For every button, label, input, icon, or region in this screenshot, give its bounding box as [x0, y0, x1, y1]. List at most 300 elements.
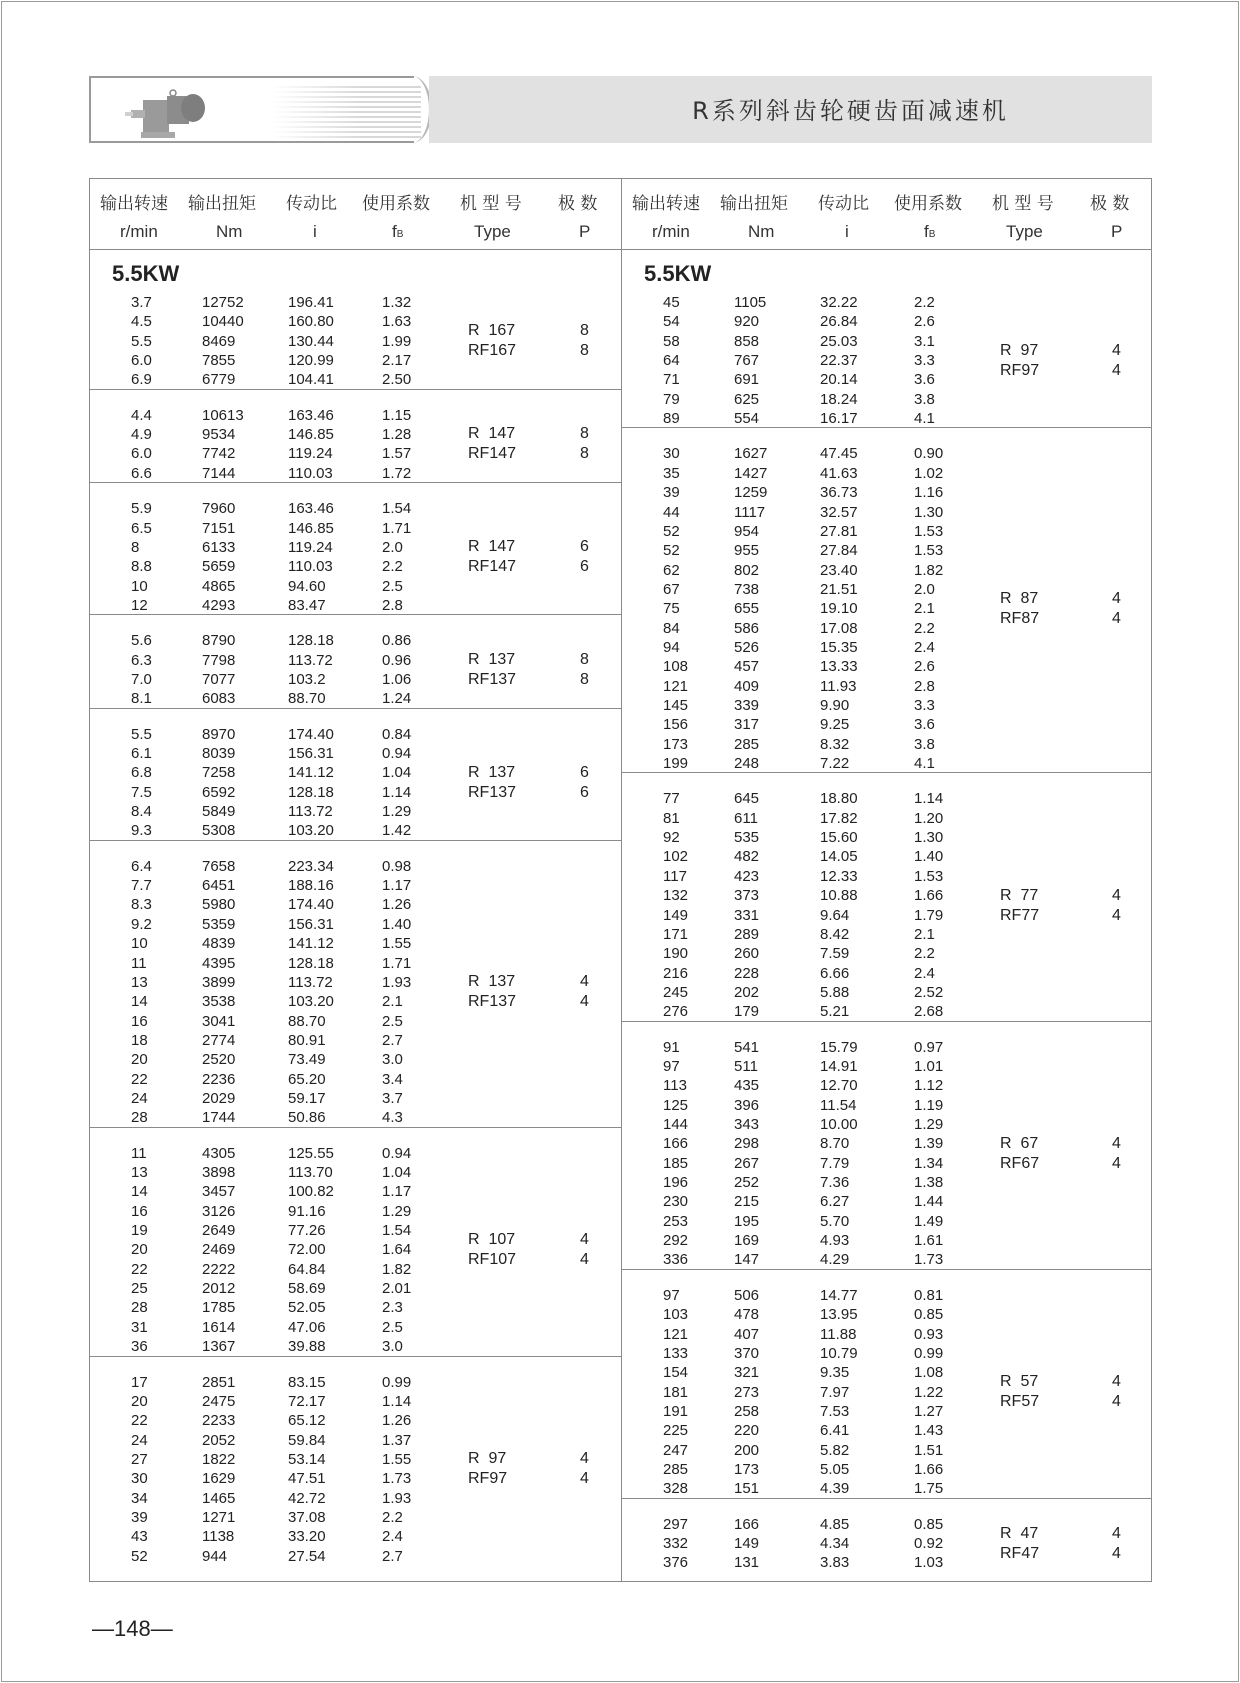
- service-factor-cell: 1.20: [914, 809, 944, 827]
- ratio-cell: 13.95: [820, 1306, 858, 1324]
- service-factor-cell: 1.28: [382, 426, 412, 444]
- torque-cell: 1138: [202, 1528, 235, 1546]
- ratio-cell: 163.46: [288, 500, 334, 518]
- service-factor-cell: 2.2: [914, 619, 935, 637]
- ratio-cell: 146.85: [288, 426, 334, 444]
- ratio-cell: 156.31: [288, 915, 334, 933]
- torque-cell: 1271: [202, 1508, 236, 1526]
- speed-cell: 22: [131, 1412, 148, 1430]
- torque-cell: 478: [734, 1306, 760, 1324]
- ratio-cell: 16.17: [820, 410, 858, 428]
- group-divider: [90, 708, 621, 709]
- service-factor-cell: 1.99: [382, 332, 412, 350]
- speed-cell: 19: [131, 1222, 148, 1240]
- ratio-cell: 73.49: [288, 1051, 326, 1069]
- header-pole-cn: 极 数: [1090, 194, 1130, 214]
- ratio-cell: 27.54: [288, 1547, 326, 1565]
- torque-cell: 8469: [202, 332, 236, 350]
- pole-count: 8: [580, 650, 589, 668]
- model-type: R 137: [468, 650, 516, 668]
- speed-cell: 30: [663, 445, 680, 463]
- torque-cell: 173: [734, 1460, 760, 1478]
- service-factor-cell: 1.57: [382, 445, 412, 463]
- speed-cell: 24: [131, 1089, 148, 1107]
- service-factor-cell: 2.4: [914, 638, 935, 656]
- torque-cell: 195: [734, 1212, 760, 1230]
- speed-cell: 17: [131, 1373, 148, 1391]
- ratio-cell: 88.70: [288, 690, 326, 708]
- speed-cell: 7.7: [131, 877, 152, 895]
- speed-cell: 64: [663, 352, 680, 370]
- service-factor-cell: 2.7: [382, 1547, 403, 1565]
- left-table-half: [90, 179, 621, 1581]
- ratio-cell: 11.54: [820, 1096, 857, 1114]
- speed-cell: 196: [663, 1174, 689, 1192]
- ratio-cell: 11.88: [820, 1325, 857, 1343]
- speed-cell: 62: [663, 561, 680, 579]
- speed-cell: 108: [663, 658, 689, 676]
- service-factor-cell: 3.7: [382, 1089, 403, 1107]
- service-factor-cell: 1.79: [914, 906, 944, 924]
- torque-cell: 7658: [202, 857, 236, 875]
- model-type: R 57: [1000, 1373, 1039, 1391]
- ratio-cell: 14.77: [820, 1286, 858, 1304]
- ratio-cell: 23.40: [820, 561, 858, 579]
- ratio-cell: 103.2: [288, 670, 326, 688]
- torque-cell: 541: [734, 1038, 760, 1056]
- speed-cell: 103: [663, 1306, 689, 1324]
- torque-cell: 7742: [202, 445, 236, 463]
- service-factor-cell: 1.38: [914, 1174, 944, 1192]
- speed-cell: 89: [663, 410, 680, 428]
- speed-cell: 22: [131, 1070, 148, 1088]
- group-divider: [90, 614, 621, 615]
- service-factor-cell: 1.54: [382, 500, 412, 518]
- service-factor-cell: 2.50: [382, 371, 412, 389]
- ratio-cell: 188.16: [288, 877, 334, 895]
- ratio-cell: 10.00: [820, 1116, 858, 1133]
- torque-cell: 1105: [734, 294, 767, 311]
- fb-letter: f: [392, 222, 397, 241]
- torque-cell: 131: [734, 1554, 760, 1572]
- pole-count: 4: [580, 973, 589, 991]
- ratio-cell: 128.18: [288, 954, 334, 972]
- speed-cell: 133: [663, 1344, 689, 1362]
- gear-reducer-icon: [121, 86, 221, 140]
- model-type: R 137: [468, 973, 516, 991]
- service-factor-cell: 1.19: [914, 1096, 944, 1114]
- ratio-cell: 50.86: [288, 1109, 326, 1127]
- group-divider: [90, 1356, 621, 1357]
- service-factor-cell: 1.26: [382, 1412, 412, 1430]
- model-type: RF147: [468, 445, 517, 463]
- pole-count: 6: [580, 538, 589, 556]
- service-factor-cell: 1.39: [914, 1135, 944, 1153]
- header-fb-unit: [392, 222, 403, 242]
- service-factor-cell: 0.94: [382, 1144, 412, 1162]
- speed-cell: 10: [131, 577, 148, 595]
- service-factor-cell: 1.82: [382, 1260, 412, 1278]
- ratio-cell: 8.42: [820, 925, 850, 943]
- torque-cell: 8790: [202, 632, 236, 650]
- pole-count: 4: [580, 993, 589, 1011]
- header-speed-unit: r/min: [120, 222, 158, 241]
- banner-image-panel: [89, 76, 414, 143]
- service-factor-cell: 1.15: [382, 406, 412, 424]
- torque-cell: 6083: [202, 690, 236, 708]
- speed-cell: 4.5: [131, 313, 152, 331]
- service-factor-cell: 1.53: [914, 867, 944, 885]
- torque-cell: 8039: [202, 745, 236, 762]
- model-type: RF137: [468, 670, 517, 688]
- power-label: 5.5KW: [112, 261, 180, 286]
- header-type-unit: Type: [1006, 222, 1043, 241]
- pole-count: 4: [1112, 1154, 1121, 1172]
- speed-cell: 7.0: [131, 670, 152, 688]
- ratio-cell: 113.72: [288, 651, 333, 669]
- torque-cell: 373: [734, 887, 760, 905]
- pole-count: 4: [580, 1450, 589, 1468]
- ratio-cell: 103.20: [288, 822, 334, 840]
- ratio-cell: 110.03: [288, 464, 333, 482]
- ratio-cell: 32.57: [820, 503, 858, 521]
- torque-cell: 457: [734, 658, 760, 676]
- torque-cell: 3126: [202, 1202, 236, 1220]
- torque-cell: 5659: [202, 558, 236, 576]
- service-factor-cell: 4.1: [914, 755, 935, 773]
- speed-cell: 75: [663, 600, 680, 618]
- ratio-cell: 14.91: [820, 1057, 858, 1075]
- torque-cell: 2851: [202, 1373, 236, 1391]
- ratio-cell: 113.72: [288, 803, 333, 821]
- service-factor-cell: 0.92: [914, 1535, 944, 1552]
- speed-cell: 173: [663, 735, 689, 753]
- ratio-cell: 10.88: [820, 887, 858, 905]
- ratio-cell: 160.80: [288, 313, 334, 331]
- pole-count: 8: [580, 425, 589, 443]
- torque-cell: 7144: [202, 464, 236, 482]
- service-factor-cell: 2.5: [382, 1012, 403, 1030]
- torque-cell: 6779: [202, 371, 236, 389]
- torque-cell: 4839: [202, 935, 236, 953]
- ratio-cell: 53.14: [288, 1450, 326, 1468]
- torque-cell: 2012: [202, 1280, 236, 1298]
- ratio-cell: 5.82: [820, 1441, 850, 1459]
- speed-cell: 145: [663, 697, 689, 714]
- speed-cell: 6.1: [131, 745, 152, 762]
- service-factor-cell: 1.06: [382, 670, 412, 688]
- torque-cell: 3899: [202, 973, 236, 991]
- model-type: RF147: [468, 558, 517, 576]
- service-factor-cell: 0.86: [382, 632, 412, 650]
- model-type: RF137: [468, 993, 517, 1011]
- speed-cell: 39: [131, 1508, 148, 1526]
- pole-count: 4: [1112, 1524, 1121, 1542]
- ratio-cell: 27.81: [820, 522, 858, 540]
- service-factor-cell: 2.2: [382, 558, 403, 576]
- service-factor-cell: 2.5: [382, 1318, 403, 1336]
- model-type: R 107: [468, 1231, 516, 1249]
- ratio-cell: 65.20: [288, 1070, 326, 1088]
- torque-cell: 2520: [202, 1051, 236, 1069]
- ratio-cell: 110.03: [288, 558, 333, 576]
- speed-cell: 6.5: [131, 519, 152, 537]
- torque-cell: 738: [734, 580, 760, 598]
- speed-cell: 28: [131, 1109, 148, 1127]
- torque-cell: 9534: [202, 426, 236, 444]
- service-factor-cell: 0.81: [914, 1286, 944, 1304]
- header-ratio-cn: 传动比: [286, 194, 337, 214]
- torque-cell: 2052: [202, 1431, 236, 1449]
- service-factor-cell: 1.82: [914, 561, 944, 579]
- speed-cell: 125: [663, 1096, 689, 1114]
- ratio-cell: 9.35: [820, 1364, 850, 1382]
- torque-cell: 220: [734, 1422, 760, 1440]
- torque-cell: 289: [734, 925, 760, 943]
- speed-cell: 25: [131, 1280, 148, 1298]
- service-factor-cell: 1.64: [382, 1241, 412, 1259]
- ratio-cell: 15.60: [820, 829, 858, 847]
- service-factor-cell: 2.2: [914, 294, 935, 311]
- torque-cell: 2236: [202, 1070, 236, 1088]
- service-factor-cell: 1.30: [914, 503, 944, 521]
- service-factor-cell: 1.37: [382, 1431, 412, 1449]
- model-type: R 47: [1000, 1524, 1039, 1542]
- service-factor-cell: 1.14: [914, 790, 944, 808]
- ratio-cell: 5.05: [820, 1460, 850, 1478]
- service-factor-cell: 2.01: [382, 1280, 412, 1298]
- speed-cell: 91: [663, 1038, 680, 1056]
- model-type: RF97: [468, 1470, 508, 1488]
- speed-cell: 297: [663, 1515, 689, 1533]
- service-factor-cell: 0.98: [382, 857, 412, 875]
- ratio-cell: 52.05: [288, 1299, 326, 1317]
- ratio-cell: 80.91: [288, 1031, 326, 1049]
- page-title: R系列斜齿轮硬齿面减速机: [692, 97, 1009, 125]
- torque-cell: 2649: [202, 1222, 236, 1240]
- ratio-cell: 32.22: [820, 294, 858, 311]
- service-factor-cell: 2.5: [382, 577, 403, 595]
- torque-cell: 2029: [202, 1089, 236, 1107]
- ratio-cell: 39.88: [288, 1338, 326, 1356]
- service-factor-cell: 0.99: [382, 1373, 412, 1391]
- service-factor-cell: 2.3: [382, 1299, 403, 1317]
- ratio-cell: 47.45: [820, 445, 858, 463]
- ratio-cell: 26.84: [820, 313, 858, 331]
- ratio-cell: 20.14: [820, 371, 858, 389]
- torque-cell: 228: [734, 964, 760, 982]
- speed-cell: 191: [663, 1402, 689, 1420]
- header-pole-cn: 极 数: [558, 194, 598, 214]
- header-fb-cn: 使用系数: [362, 194, 430, 214]
- torque-cell: 10440: [202, 313, 244, 331]
- ratio-cell: 7.36: [820, 1174, 850, 1192]
- model-type: R 167: [468, 322, 516, 340]
- pole-count: 4: [1112, 361, 1121, 379]
- ratio-cell: 174.40: [288, 725, 334, 743]
- header-pole-unit: P: [579, 222, 591, 241]
- service-factor-cell: 3.0: [382, 1051, 403, 1069]
- header-fb-unit: [924, 222, 935, 242]
- ratio-cell: 3.83: [820, 1554, 850, 1572]
- service-factor-cell: 1.49: [914, 1212, 944, 1230]
- speed-cell: 113: [663, 1077, 687, 1095]
- service-factor-cell: 1.26: [382, 896, 412, 914]
- group-divider: [90, 1127, 621, 1128]
- model-type: R 137: [468, 763, 516, 781]
- speed-cell: 79: [663, 390, 680, 408]
- pole-count: 4: [580, 1251, 589, 1269]
- service-factor-cell: 0.85: [914, 1515, 944, 1533]
- ratio-cell: 18.24: [820, 390, 858, 408]
- service-factor-cell: 3.8: [914, 390, 935, 408]
- speed-cell: 156: [663, 716, 689, 734]
- power-label: 5.5KW: [644, 261, 712, 286]
- torque-cell: 147: [734, 1251, 760, 1269]
- ratio-cell: 8.70: [820, 1135, 850, 1153]
- speed-cell: 171: [663, 925, 689, 943]
- service-factor-cell: 1.54: [382, 1222, 412, 1240]
- torque-cell: 273: [734, 1383, 760, 1401]
- speed-cell: 8.8: [131, 558, 152, 576]
- ratio-cell: 12.70: [820, 1077, 858, 1095]
- service-factor-cell: 1.02: [914, 464, 944, 482]
- ratio-cell: 41.63: [820, 464, 858, 482]
- torque-cell: 166: [734, 1515, 760, 1533]
- torque-cell: 2233: [202, 1412, 236, 1430]
- ratio-cell: 103.20: [288, 993, 334, 1011]
- pole-count: 6: [580, 558, 589, 576]
- torque-cell: 954: [734, 522, 760, 540]
- speed-cell: 336: [663, 1251, 689, 1269]
- model-type: RF87: [1000, 609, 1040, 627]
- torque-cell: 655: [734, 600, 760, 618]
- service-factor-cell: 2.0: [382, 538, 403, 556]
- service-factor-cell: 1.66: [914, 887, 944, 905]
- torque-cell: 1785: [202, 1299, 236, 1317]
- speed-cell: 216: [663, 964, 689, 982]
- ratio-cell: 18.80: [820, 790, 858, 808]
- header-speed-unit: r/min: [652, 222, 690, 241]
- speed-cell: 5.9: [131, 500, 152, 518]
- pole-count: 4: [1112, 1393, 1121, 1411]
- ratio-cell: 47.51: [288, 1470, 326, 1488]
- torque-cell: 1117: [734, 503, 766, 521]
- service-factor-cell: 1.04: [382, 1164, 412, 1181]
- service-factor-cell: 2.0: [914, 580, 935, 598]
- torque-cell: 691: [734, 371, 760, 389]
- service-factor-cell: 1.55: [382, 1450, 412, 1468]
- pole-count: 4: [1112, 589, 1121, 607]
- service-factor-cell: 1.44: [914, 1193, 944, 1211]
- ratio-cell: 6.41: [820, 1422, 850, 1440]
- service-factor-cell: 1.73: [914, 1251, 944, 1269]
- service-factor-cell: 1.30: [914, 829, 944, 847]
- speed-cell: 97: [663, 1057, 680, 1075]
- group-divider: [622, 1269, 1152, 1270]
- header-type-unit: Type: [474, 222, 511, 241]
- page-number: —148—: [92, 1616, 173, 1641]
- service-factor-cell: 2.8: [914, 677, 935, 695]
- torque-cell: 4293: [202, 596, 236, 614]
- ratio-cell: 21.51: [820, 580, 858, 598]
- speed-cell: 16: [131, 1012, 148, 1030]
- ratio-cell: 7.59: [820, 945, 850, 963]
- pole-count: 4: [1112, 1134, 1121, 1152]
- ratio-cell: 37.08: [288, 1508, 326, 1526]
- torque-cell: 944: [202, 1547, 228, 1565]
- ratio-cell: 22.37: [820, 352, 858, 370]
- ratio-cell: 223.34: [288, 857, 334, 875]
- ratio-cell: 5.70: [820, 1212, 850, 1230]
- service-factor-cell: 3.4: [382, 1070, 403, 1088]
- speed-cell: 14: [131, 1183, 148, 1201]
- header-fb-cn: 使用系数: [894, 194, 962, 214]
- ratio-cell: 10.79: [820, 1344, 858, 1362]
- ratio-cell: 25.03: [820, 332, 858, 350]
- ratio-cell: 128.18: [288, 632, 334, 650]
- service-factor-cell: 1.66: [914, 1460, 944, 1478]
- speed-cell: 6.3: [131, 651, 152, 669]
- speed-cell: 12: [131, 596, 148, 614]
- speed-cell: 199: [663, 755, 689, 773]
- torque-cell: 535: [734, 829, 760, 847]
- ratio-cell: 13.33: [820, 658, 858, 676]
- model-type: RF97: [1000, 361, 1040, 379]
- torque-cell: 7798: [202, 651, 236, 669]
- ratio-cell: 4.85: [820, 1515, 850, 1533]
- ratio-cell: 9.25: [820, 716, 850, 734]
- service-factor-cell: 2.4: [382, 1528, 403, 1546]
- service-factor-cell: 1.17: [382, 877, 412, 895]
- speed-cell: 6.0: [131, 352, 152, 370]
- ratio-cell: 4.93: [820, 1232, 850, 1250]
- group-divider: [90, 482, 621, 483]
- torque-cell: 7960: [202, 500, 236, 518]
- service-factor-cell: 0.97: [914, 1038, 944, 1056]
- fb-subscript: B: [928, 229, 936, 240]
- torque-cell: 1614: [202, 1318, 236, 1336]
- ratio-cell: 7.22: [820, 755, 850, 773]
- torque-cell: 1822: [202, 1450, 236, 1468]
- ratio-cell: 163.46: [288, 406, 334, 424]
- pole-count: 4: [1112, 1373, 1121, 1391]
- speed-cell: 45: [663, 294, 680, 311]
- service-factor-cell: 2.6: [914, 313, 935, 331]
- service-factor-cell: 1.03: [914, 1554, 944, 1572]
- torque-cell: 526: [734, 638, 760, 656]
- ratio-cell: 119.24: [288, 538, 333, 556]
- ratio-cell: 72.17: [288, 1392, 326, 1410]
- ratio-cell: 12.33: [820, 867, 858, 885]
- service-factor-cell: 1.71: [382, 954, 412, 972]
- torque-cell: 586: [734, 619, 760, 637]
- speed-cell: 34: [131, 1489, 148, 1507]
- speed-cell: 8.3: [131, 896, 152, 914]
- service-factor-cell: 1.93: [382, 973, 412, 991]
- service-factor-cell: 2.1: [382, 993, 403, 1011]
- speed-cell: 5.5: [131, 332, 152, 350]
- banner-title-panel: [429, 76, 1152, 143]
- ratio-cell: 113.70: [288, 1164, 333, 1181]
- right-table-half: [622, 179, 1152, 1581]
- torque-cell: 554: [734, 410, 760, 428]
- speed-cell: 245: [663, 983, 689, 1001]
- torque-cell: 423: [734, 867, 760, 885]
- service-factor-cell: 3.0: [382, 1338, 403, 1356]
- torque-cell: 4395: [202, 954, 236, 972]
- ratio-cell: 64.84: [288, 1260, 326, 1278]
